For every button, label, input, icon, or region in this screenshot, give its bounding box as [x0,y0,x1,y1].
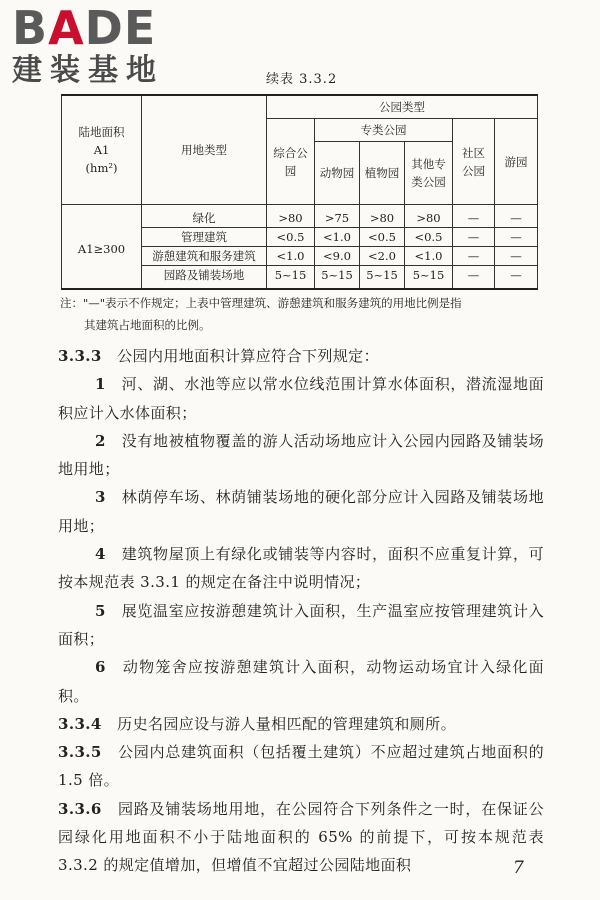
area-condition: A1≥300 [62,205,142,290]
logo-wordmark: BADE [12,1,157,55]
logo-subtitle: 建装基地 [12,53,164,88]
cell-value: <0.5 [360,228,405,247]
header-land-area: 陆地面积 A1 (hm²) [62,95,142,205]
row-type: 绿化 [142,205,267,228]
cell-value: 5~15 [267,266,315,290]
cell-value: <1.0 [267,247,315,266]
header-garden: 游园 [495,119,538,205]
cell-value: — [495,247,538,266]
clause-item: 1 河、湖、水池等应以常水位线范围计算水体面积，潜流湿地面积应计入水体面积； [58,375,544,422]
cell-value: >75 [315,205,360,228]
clause-3-3-3: 3.3.3 公园内用地面积计算应符合下列规定： [58,347,379,365]
cell-value: — [453,266,495,290]
body-text [58,342,544,880]
cell-value: <9.0 [315,247,360,266]
cell-value: >80 [267,205,315,228]
row-type: 管理建筑 [142,228,267,247]
cell-value: — [453,228,495,247]
clause-item: 6 动物笼舍应按游憩建筑计入面积，动物运动场宜计入绿化面积。 [58,658,544,705]
cell-value: — [495,205,538,228]
clause-3-3-4: 3.3.4 历史名园应设与游人量相匹配的管理建筑和厕所。 [58,714,456,733]
cell-value: 5~15 [360,266,405,290]
cell-value: — [453,247,495,266]
note-line: 注："—"表示不作规定；上表中管理建筑、游憩建筑和服务建筑的用地比例是指 [60,296,462,310]
note-line: 其建筑占地面积的比例。 [84,318,211,332]
cell-value: <1.0 [315,228,360,247]
clause-3-3-5: 3.3.5 公园内总建筑面积（包括覆土建筑）不应超过建筑占地面积的 1.5 倍。 [58,743,544,790]
header-comprehensive: 综合公园 [267,119,315,205]
header-community: 社区公园 [453,119,495,205]
park-land-use-table [61,94,538,290]
clause-item: 4 建筑物屋顶上有绿化或铺装等内容时，面积不应重复计算，可按本规范表 3.3.1 的规定在备注中说明情况； [58,545,544,592]
cell-value: — [495,266,538,290]
cell-value: <1.0 [405,247,453,266]
cell-value: <0.5 [267,228,315,247]
header-other-special: 其他专类公园 [405,142,453,205]
header-use-type: 用地类型 [142,95,267,205]
page-number: 7 [513,858,524,878]
cell-value: <0.5 [405,228,453,247]
clause-item: 5 展览温室应按游憩建筑计入面积，生产温室应按管理建筑计入面积； [58,601,544,648]
cell-value: — [453,205,495,228]
row-type: 游憩建筑和服务建筑 [142,247,267,266]
cell-value: 5~15 [405,266,453,290]
clause-item: 2 没有地被植物覆盖的游人活动场地应计入公园内园路及铺装场地用地； [58,431,544,479]
cell-value: <2.0 [360,247,405,266]
header-botanical: 植物园 [360,142,405,205]
cell-value: 5~15 [315,266,360,290]
table-note [60,292,540,336]
row-type: 园路及铺装场地 [142,266,267,290]
table-row [62,205,538,228]
clause-3-3-6: 3.3.6 园路及铺装场地用地，在公园符合下列条件之一时，在保证公园绿化用地面积不小于陆地面积的 65% 的前提下，可按本规范表 3.3.2 的规定值增加，但增值不宜超过公园陆地面积 [58,799,544,875]
header-special: 专类公园 [315,119,453,142]
header-park-type: 公园类型 [267,95,538,119]
cell-value: — [495,228,538,247]
cell-value: >80 [405,205,453,228]
header-zoo: 动物园 [315,142,360,205]
cell-value: >80 [360,205,405,228]
brand-logo [12,1,182,88]
clause-item: 3 林荫停车场、林荫铺装场地的硬化部分应计入园路及铺装场地用地； [58,488,544,535]
table-caption: 续表 3.3.2 [266,72,338,87]
